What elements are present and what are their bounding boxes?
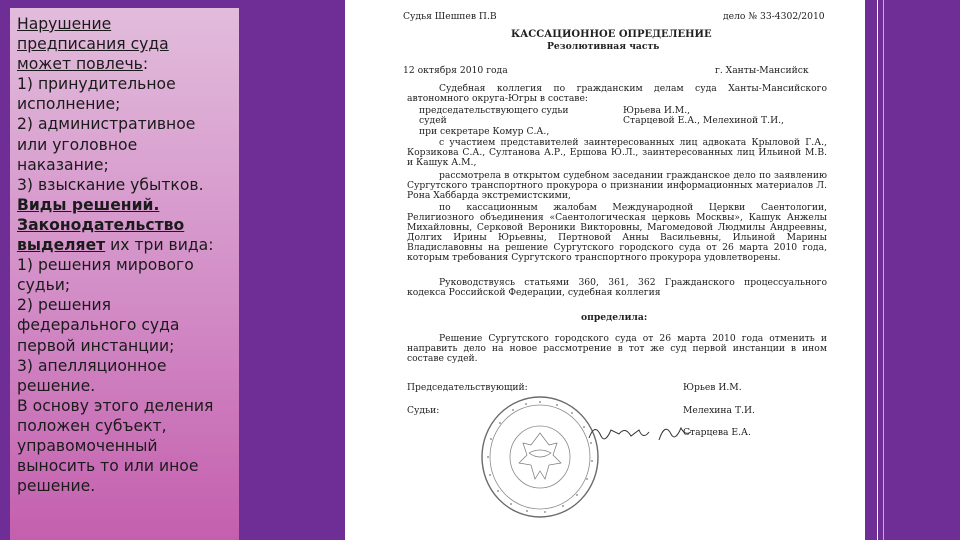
doc-paragraph: Руководствуясь статьями 360, 361, 362 Гражданского процессуального кодекса Российской Федерации, судебная коллегия (407, 277, 827, 299)
doc-city: г. Ханты-Мансийск (715, 65, 809, 76)
doc-sig-judge2-name: Мелехина Т.И. (683, 405, 755, 416)
panel-line: выносить то или иное (17, 457, 199, 476)
doc-secretary: при секретаре Комур С.А., (419, 126, 550, 137)
doc-paragraph: Решение Сургутского городского суда от 26 марта 2010 года отменить и направить дело на новое рассмотрение в тот же суд первой инстанции в ином составе судей. (407, 333, 827, 365)
panel-line: федерального суда (17, 316, 180, 335)
doc-judges-names: Старцевой Е.А., Мелехиной Т.И., (623, 115, 784, 126)
court-document (345, 0, 865, 540)
panel-line: 3) апелляционное (17, 356, 167, 375)
panel-line: В основу этого деления (17, 396, 214, 415)
panel-line: может повлечь (17, 55, 143, 74)
panel-line: 1) решения мирового (17, 256, 194, 275)
panel-line: решение. (17, 477, 96, 496)
panel-line: их три вида: (105, 236, 214, 255)
panel-line: 2) административное (17, 115, 196, 134)
panel-line: управомоченный (17, 436, 158, 455)
doc-sig-presiding-name: Юрьев И.М. (683, 382, 742, 393)
doc-judges-label: судей (419, 115, 447, 126)
court-seal-icon (479, 393, 601, 521)
panel-colon: : (142, 55, 149, 74)
panel-line: Нарушение (17, 15, 112, 33)
doc-paragraph: Судебная коллегия по гражданским делам суда Ханты-Мансийского автономного округа-Югры в составе: (407, 83, 827, 105)
panel-line: судьи; (17, 276, 71, 295)
panel-line: наказание; (17, 155, 109, 174)
panel-line: 2) решения (17, 296, 112, 315)
panel-line: или уголовное (17, 135, 138, 154)
panel-heading: Законодательство (17, 215, 185, 234)
doc-subtitle: Резолютивная часть (547, 41, 660, 52)
decor-line (883, 0, 884, 540)
panel-line: положен субъект, (17, 416, 167, 435)
doc-title: КАССАЦИОННОЕ ОПРЕДЕЛЕНИЕ (511, 29, 712, 40)
doc-sig-judge3-name: Старцева Е.А. (683, 427, 751, 438)
panel-line: исполнение; (17, 95, 121, 114)
panel-line: предписания суда (17, 35, 169, 54)
doc-sig-judges-label: Судьи: (407, 405, 440, 416)
text-panel (10, 8, 239, 540)
doc-presiding-name: Юрьева И.М., (623, 105, 691, 116)
panel-line: 3) взыскание убытков. (17, 175, 204, 194)
doc-resolution-heading: определила: (581, 312, 648, 323)
doc-presiding-label: председательствующего судьи (419, 105, 569, 116)
panel-line: первой инстанции; (17, 336, 175, 355)
doc-paragraph: рассмотрела в открытом судебном заседании гражданское дело по заявлению Сургутского транспортного прокурора о признании информационных материалов Л. Рона Хаббарда экстремистскими, (407, 170, 827, 202)
panel-line: решение. (17, 376, 96, 395)
doc-judge: Судья Шешпев П.В (403, 11, 497, 22)
doc-case-number: дело № 33-4302/2010 (723, 11, 825, 22)
panel-heading: Виды решений. (17, 195, 160, 214)
panel-heading: выделяет (17, 236, 106, 255)
doc-paragraph: по кассационным жалобам Международной Церкви Саентологии, Религиозного объединения «Саентологическая церковь Москвы», Кашук Анжелы Михайловны, Серковой Вероники Викторовны, Магомедовой Людмилы Андреевны, Долгих Ирины Юрьевны, Пертновой Анны Васильевны, Ильиной Марины Владиславовны на решение Сургутского городского суда от 26 марта 2010 года, которым требования Сургутского транспортного прокурора удовлетворены. (407, 202, 827, 264)
panel-line: 1) принудительное (17, 75, 176, 94)
doc-paragraph: с участием представителей заинтересованных лиц адвоката Крыловой Г.А., Корзикова С.А., Султанова А.Р., Ершова Ю.Л., заинтересованных лиц Ильиной М.В. и Кашук А.М., (407, 137, 827, 169)
doc-date: 12 октября 2010 года (403, 65, 508, 76)
doc-sig-presiding-label: Председательствующий: (407, 382, 528, 393)
signature-icon (585, 418, 695, 446)
decor-line (877, 0, 878, 540)
